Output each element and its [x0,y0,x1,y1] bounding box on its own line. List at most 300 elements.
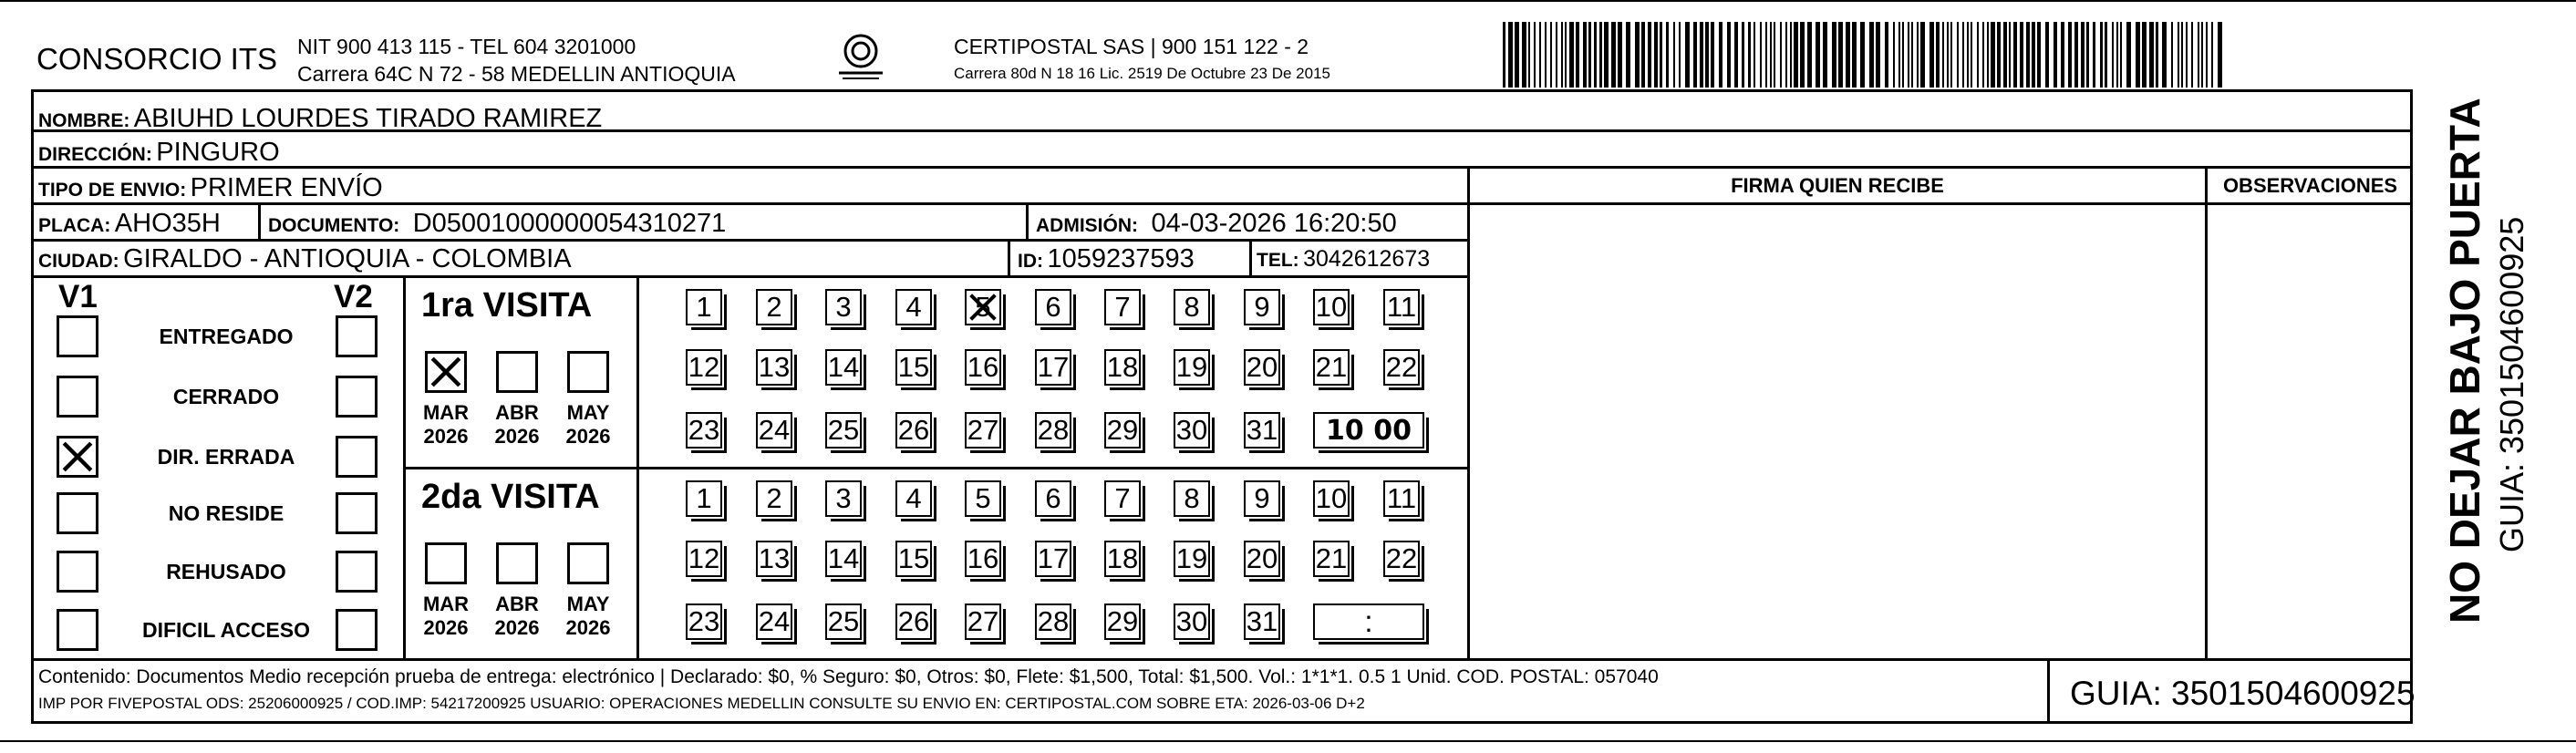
day-number: 21 [1315,351,1348,383]
day-box[interactable] [825,289,862,325]
direccion-label: DIRECCIÓN: [38,144,152,165]
barcode-bar [1556,22,1557,88]
contenido-text: Contenido: Documentos Medio recepción prueba de entrega: electrónico | Declarado: $0, % Seguro: $0, Otros: $0, Flete: $1,500, Total: $1,500. Vol.: 1*1*1. 0.5 1 Unid. COD. POSTAL: 057040 [38,666,1659,687]
day-box[interactable] [1174,289,1210,325]
barcode-bar [1893,22,1895,88]
v2-checkbox[interactable] [336,315,378,357]
day-number: 2 [766,291,782,323]
day-number: 7 [1114,482,1131,514]
barcode-bar [2081,22,2085,88]
visit-title: 2da VISITA [421,478,600,516]
year-label: 2026 [494,616,540,639]
day-number: 10 [1315,291,1348,323]
day-box[interactable] [1313,541,1350,577]
day-number: 1 [696,482,712,514]
barcode-bar [2105,22,2107,88]
day-box[interactable] [1035,289,1071,325]
day-box[interactable] [965,480,1001,517]
admision-field [1036,211,1397,237]
month-label: ABR [495,401,539,424]
day-box[interactable] [1244,603,1280,640]
day-box[interactable] [686,349,722,386]
barcode-bar [1794,22,1798,88]
barcode-bar [2206,22,2208,88]
day-number: 31 [1246,414,1278,446]
day-number: 21 [1315,542,1348,574]
barcode-bar [2126,22,2131,88]
imp-text: IMP POR FIVEPOSTAL ODS: 25206000925 / COD.IMP: 54217200925 USUARIO: OPERACIONES MEDELLIN CONSULTE SU ENVIO EN: CERTIPOSTAL.COM SOBRE ETA: 2026-03-06 D+2 [38,695,1365,712]
col-line [258,202,261,241]
barcode-bar [2198,22,2199,88]
barcode-bar [1611,22,1616,88]
firma-area[interactable] [1470,205,2205,658]
day-number: 26 [897,605,930,637]
v1-checkbox[interactable] [57,551,98,593]
day-number: 2 [766,482,782,514]
month-label: MAR [422,593,470,615]
barcode-bar [2136,22,2140,88]
barcode-bar [1508,22,1513,88]
row-line [403,467,1470,469]
day-number: 15 [897,542,930,574]
day-box[interactable] [965,289,1001,325]
day-box[interactable] [1244,541,1280,577]
top-edge-line [0,0,2576,2]
barcode-bar [1917,22,1919,88]
v2-checkbox[interactable] [336,376,378,418]
day-box[interactable] [1104,480,1141,517]
month-label: MAY [566,401,610,424]
day-box[interactable] [1244,480,1280,517]
barcode-bar [2171,22,2173,88]
day-box[interactable] [825,349,862,386]
day-box[interactable] [895,603,932,640]
day-number: 28 [1037,605,1070,637]
day-number: 13 [758,351,791,383]
barcode-bar [1816,22,1820,88]
day-box[interactable] [965,603,1001,640]
barcode-bar [2112,22,2114,88]
day-number: 9 [1254,291,1270,323]
barcode-bar [1626,22,1630,88]
barcode-bar [1807,22,1812,88]
ciudad-value: GIRALDO - ANTIOQUIA - COLOMBIA [123,244,572,273]
status-label: REHUSADO [166,560,286,583]
day-box[interactable] [1035,480,1071,517]
barcode-bar [1942,22,1944,88]
v1-checkbox[interactable] [57,492,98,534]
time-box[interactable] [1313,603,1424,640]
barcode-bar [2149,22,2154,88]
barcode-bar [1539,22,1541,88]
day-number: 18 [1106,542,1139,574]
placa-label: PLACA: [38,215,111,236]
barcode-bar [1780,22,1782,88]
barcode-bar [1765,22,1767,88]
v2-checkbox[interactable] [336,609,378,651]
status-label: DIFICIL ACCESO [141,618,310,642]
month-label: MAR [422,401,470,424]
v1-checkbox[interactable] [57,376,98,418]
bottom-edge-line [0,740,2576,742]
month-checkbox[interactable] [567,351,609,393]
barcode-bar [2003,22,2007,88]
day-box[interactable] [1035,349,1071,386]
day-box[interactable] [756,289,792,325]
barcode-bar [1673,22,1675,88]
barcode-bar [1936,22,1940,88]
barcode-bar [2186,22,2188,88]
barcode-bar [2100,22,2103,88]
day-mark [967,291,999,324]
barcode-bar [1583,22,1587,88]
barcode-bar [2009,22,2011,88]
day-number: 25 [827,605,860,637]
day-number: 5 [975,482,991,514]
visit-title: 1ra VISITA [421,286,593,325]
day-number: 10 [1315,482,1348,514]
day-number: 27 [967,605,999,637]
day-box[interactable] [756,412,792,449]
barcode-bar [2191,22,2193,88]
barcode-bar [1852,22,1857,88]
direccion-value: PINGURO [156,138,280,167]
day-box[interactable] [895,541,932,577]
barcode-bar [1545,22,1547,88]
barcode-bar [1869,22,1874,88]
day-number: 24 [758,605,791,637]
barcode-bar [1929,22,1934,88]
day-number: 9 [1254,482,1270,514]
ciudad-field [38,246,572,273]
barcode-bar [1774,22,1775,88]
day-number: 20 [1246,542,1278,574]
v1-header: V1 [58,279,98,315]
barcode-bar [2026,22,2030,88]
barcode-bar [2093,22,2095,88]
day-box[interactable] [686,541,722,577]
barcode-bar [2074,22,2078,88]
barcode-bar [2120,22,2122,88]
barcode [1503,22,2229,88]
day-box[interactable] [895,289,932,325]
day-box[interactable] [1313,289,1350,325]
day-number: 12 [688,542,720,574]
day-number: 30 [1175,414,1208,446]
day-box[interactable] [825,412,862,449]
barcode-bar [1823,22,1827,88]
day-number: 17 [1037,542,1070,574]
barcode-bar [1876,22,1880,88]
time-value: 10 00 [1326,414,1412,447]
ciudad-label: CIUDAD: [38,251,119,272]
day-box[interactable] [965,541,1001,577]
v2-header: V2 [334,279,373,315]
placa-value: AHO35H [114,209,221,238]
v2-checkbox[interactable] [336,436,378,478]
barcode-bar [1832,22,1836,88]
day-number: 22 [1385,542,1418,574]
day-box[interactable] [1035,603,1071,640]
v1-checkbox[interactable] [57,315,98,357]
barcode-bar [1947,22,1949,88]
barcode-bar [1693,22,1697,88]
day-box[interactable] [1383,289,1420,325]
v2-checkbox[interactable] [336,551,378,593]
barcode-bar [1719,22,1723,88]
barcode-bar [2181,22,2183,88]
col-line [1249,239,1252,277]
carrier-info: CERTIPOSTAL SAS | 900 151 122 - 2 [954,35,1309,58]
barcode-bar [1885,22,1888,88]
col-line [636,275,639,660]
barcode-bar [1838,22,1843,88]
time-value: : [1364,604,1373,638]
day-box[interactable] [1244,349,1280,386]
barcode-bar [1700,22,1703,88]
day-number: 8 [1184,291,1200,323]
day-box[interactable] [1313,480,1350,517]
day-box[interactable] [1174,603,1210,640]
barcode-bar [1604,22,1609,88]
barcode-bar [1528,22,1530,88]
day-box[interactable] [1313,349,1350,386]
barcode-bar [1711,22,1714,88]
row-line [31,166,2413,169]
barcode-bar [1957,22,1959,88]
barcode-bar [2162,22,2167,88]
day-box[interactable] [1104,541,1141,577]
row-line [31,239,1470,242]
barcode-bar [1982,22,1984,88]
col-line [403,275,406,660]
barcode-bar [1666,22,1669,88]
barcode-bar [2068,22,2072,88]
day-box[interactable] [895,412,932,449]
day-box[interactable] [686,412,722,449]
company-address: Carrera 64C N 72 - 58 MEDELLIN ANTIOQUIA [297,62,736,86]
tel-label: TEL: [1257,250,1299,271]
barcode-bar [1705,22,1709,88]
day-box[interactable] [1104,412,1141,449]
footer-line [31,658,2413,661]
day-box[interactable] [965,349,1001,386]
year-label: 2026 [423,616,469,639]
barcode-bar [1679,22,1681,88]
admision-label: ADMISIÓN: [1036,215,1138,236]
barcode-bar [1770,22,1772,88]
day-box[interactable] [756,541,792,577]
time-box[interactable] [1313,412,1424,449]
day-box[interactable] [1383,349,1420,386]
day-box[interactable] [756,603,792,640]
day-box[interactable] [825,603,862,640]
barcode-bar [1660,22,1662,88]
barcode-bar [1641,22,1645,88]
barcode-bar [2061,22,2064,88]
observaciones-area[interactable] [2208,205,2413,658]
id-value: 1059237593 [1047,244,1195,273]
month-checkbox[interactable] [496,351,538,393]
day-number: 4 [905,482,922,514]
barcode-bar [1635,22,1640,88]
barcode-bar [1785,22,1787,88]
documento-label: DOCUMENTO: [268,215,400,236]
day-number: 19 [1175,542,1208,574]
barcode-bar [1902,22,1904,88]
day-box[interactable] [965,412,1001,449]
status-label: DIR. ERRADA [157,445,295,469]
day-number: 23 [688,414,720,446]
day-number: 19 [1175,351,1208,383]
day-box[interactable] [686,603,722,640]
barcode-bar [2045,22,2049,88]
day-number: 26 [897,414,930,446]
barcode-bar [1971,22,1972,88]
day-number: 15 [897,351,930,383]
observaciones-header: OBSERVACIONES [2222,174,2398,197]
v2-checkbox[interactable] [336,492,378,534]
day-number: 29 [1106,605,1139,637]
documento-field [268,211,726,237]
day-number: 24 [758,414,791,446]
barcode-bar [1654,22,1658,88]
day-box[interactable] [895,480,932,517]
barcode-bar [1760,22,1762,88]
nombre-label: NOMBRE: [38,110,130,131]
nombre-value: ABIUHD LOURDES TIRADO RAMIREZ [133,104,603,133]
month-checkbox[interactable] [425,542,467,584]
day-number: 6 [1045,482,1061,514]
day-number: 1 [696,291,712,323]
day-number: 22 [1385,351,1418,383]
barcode-bar [1565,22,1567,88]
day-number: 4 [905,291,922,323]
barcode-bar [1569,22,1574,88]
barcode-bar [1920,22,1925,88]
day-number: 30 [1175,605,1208,637]
day-box[interactable] [1174,480,1210,517]
col-line [1026,202,1029,241]
barcode-bar [2156,22,2158,88]
day-box[interactable] [825,480,862,517]
day-box[interactable] [1244,289,1280,325]
barcode-bar [1987,22,1989,88]
nombre-field [38,106,602,132]
barcode-bar [1618,22,1622,88]
col-line [2047,658,2050,724]
placa-field [38,211,221,237]
tipo-envio-value: PRIMER ENVÍO [190,173,383,202]
barcode-bar [1503,22,1505,88]
day-number: 29 [1106,414,1139,446]
v1-checkbox[interactable] [57,436,98,478]
day-number: 31 [1246,605,1278,637]
day-box[interactable] [1104,289,1141,325]
documento-value: D05001000000054310271 [412,209,727,238]
day-box[interactable] [1174,412,1210,449]
year-label: 2026 [565,616,611,639]
barcode-bar [1754,22,1755,88]
month-label: MAY [566,593,610,615]
day-number: 3 [835,291,852,323]
day-box[interactable] [1104,349,1141,386]
barcode-bar [1734,22,1738,88]
barcode-bar [2013,22,2017,88]
barcode-bar [1860,22,1865,88]
barcode-bar [1950,22,1952,88]
tipo-envio-field [38,175,383,201]
row-line [31,275,1470,278]
no-dejar-warning: NO DEJAR BAJO PUERTA [2441,98,2488,624]
day-number: 5 [975,291,991,323]
barcode-bar [2178,22,2179,88]
barcode-bar [1898,22,1900,88]
day-box[interactable] [1383,541,1420,577]
barcode-bar [1790,22,1792,88]
day-number: 27 [967,414,999,446]
barcode-bar [1846,22,1850,88]
month-checkbox[interactable] [567,542,609,584]
day-box[interactable] [686,480,722,517]
day-number: 8 [1184,482,1200,514]
day-box[interactable] [1104,603,1141,640]
barcode-bar [1685,22,1690,88]
day-number: 14 [827,351,860,383]
barcode-bar [1962,22,1964,88]
day-number: 20 [1246,351,1278,383]
day-box[interactable] [825,541,862,577]
day-box[interactable] [895,349,932,386]
day-box[interactable] [1035,412,1071,449]
day-box[interactable] [1383,480,1420,517]
barcode-bar [1534,22,1536,88]
day-box[interactable] [756,349,792,386]
company-nit: NIT 900 413 115 - TEL 604 3201000 [297,35,636,58]
barcode-bar [2037,22,2041,88]
day-number: 7 [1114,291,1131,323]
day-box[interactable] [1174,541,1210,577]
tel-field [1257,248,1430,271]
day-box[interactable] [756,480,792,517]
day-number: 17 [1037,351,1070,383]
month-checkbox[interactable] [496,542,538,584]
barcode-bar [1576,22,1579,88]
year-label: 2026 [494,425,540,448]
barcode-bar [1991,22,1995,88]
day-box[interactable] [1174,349,1210,386]
day-box[interactable] [686,289,722,325]
day-number: 13 [758,542,791,574]
day-box[interactable] [1244,412,1280,449]
day-number: 16 [967,542,999,574]
barcode-bar [1515,22,1519,88]
day-box[interactable] [1035,541,1071,577]
v1-checkbox[interactable] [57,609,98,651]
month-checkbox[interactable] [425,351,467,393]
day-number: 25 [827,414,860,446]
barcode-bar [1908,22,1909,88]
id-label: ID: [1018,251,1043,272]
direccion-field [38,139,280,166]
barcode-bar [1911,22,1913,88]
barcode-bar [1967,22,1969,88]
barcode-bar [2032,22,2035,88]
barcode-bar [1561,22,1563,88]
barcode-bar [1550,22,1552,88]
firma-header: FIRMA QUIEN RECIBE [1731,174,1944,197]
barcode-bar [1522,22,1526,88]
